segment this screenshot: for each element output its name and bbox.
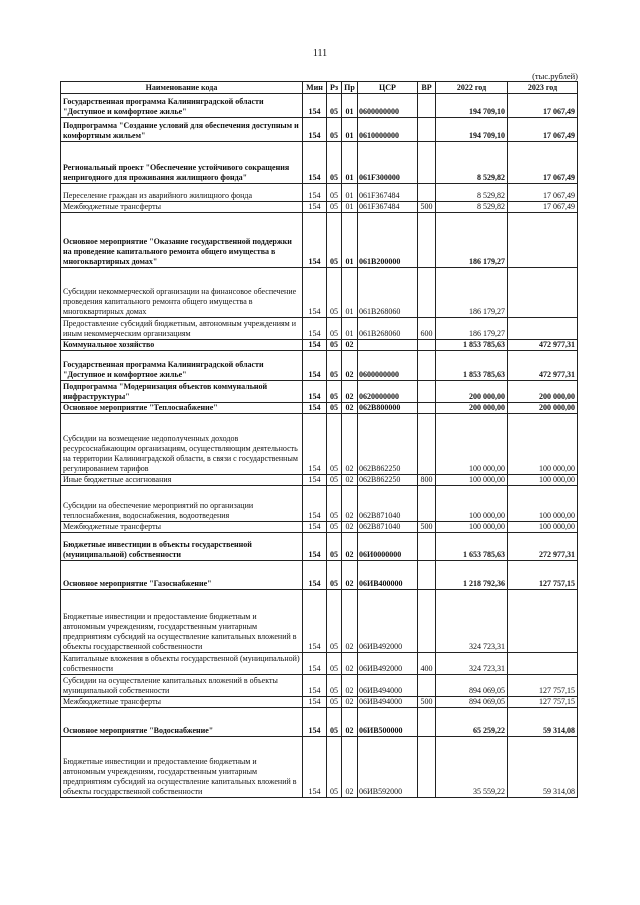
table-row xyxy=(61,708,578,737)
row-csr: 06ИВ500000 xyxy=(358,708,418,737)
row-pr: 01 xyxy=(342,94,358,118)
table-row xyxy=(61,414,578,475)
row-vr xyxy=(418,675,436,697)
row-2023: 17 067,49 xyxy=(508,202,578,213)
row-min: 154 xyxy=(303,590,327,653)
row-pr: 02 xyxy=(342,486,358,522)
row-rz: 05 xyxy=(327,653,342,675)
row-vr xyxy=(418,94,436,118)
row-min: 154 xyxy=(303,318,327,340)
row-vr: 500 xyxy=(418,202,436,213)
row-vr: 400 xyxy=(418,653,436,675)
row-2022: 8 529,82 xyxy=(436,142,508,184)
row-2023: 100 000,00 xyxy=(508,414,578,475)
row-rz: 05 xyxy=(327,340,342,351)
row-name: Субсидии на возмещение недополученных доходов ресурсоснабжающим организациям, осуществляющим деятельность на территории Калининградской области, в связи с государственным регулированием тарифов xyxy=(61,414,303,475)
row-csr: 06ИВ400000 xyxy=(358,561,418,590)
row-vr: 800 xyxy=(418,475,436,486)
header-vr: ВР xyxy=(418,82,436,94)
row-csr: 06ИВ492000 xyxy=(358,653,418,675)
row-min: 154 xyxy=(303,708,327,737)
row-csr xyxy=(358,340,418,351)
table-row xyxy=(61,697,578,708)
row-2023: 200 000,00 xyxy=(508,403,578,414)
row-min: 154 xyxy=(303,486,327,522)
row-pr: 02 xyxy=(342,697,358,708)
row-name: Основное мероприятие "Газоснабжение" xyxy=(61,561,303,590)
row-2022: 1 853 785,63 xyxy=(436,340,508,351)
table-row xyxy=(61,590,578,653)
row-csr: 062В862250 xyxy=(358,414,418,475)
row-name: Субсидии некоммерческой организации на финансовое обеспечение проведения капитального ремонта общего имущества в многоквартирных домах xyxy=(61,268,303,318)
row-vr xyxy=(418,340,436,351)
table-row xyxy=(61,213,578,268)
row-2022: 1 218 792,36 xyxy=(436,561,508,590)
row-min: 154 xyxy=(303,184,327,202)
row-name: Капитальные вложения в объекты государственной (муниципальной) собственности xyxy=(61,653,303,675)
row-csr: 06ИВ492000 xyxy=(358,590,418,653)
row-min: 154 xyxy=(303,475,327,486)
row-2022: 894 069,05 xyxy=(436,675,508,697)
table-row xyxy=(61,118,578,142)
row-min: 154 xyxy=(303,522,327,533)
budget-table xyxy=(60,81,578,798)
row-pr: 02 xyxy=(342,414,358,475)
header-rz: Рз xyxy=(327,82,342,94)
row-pr: 02 xyxy=(342,403,358,414)
header-2022: 2022 год xyxy=(436,82,508,94)
row-2023: 200 000,00 xyxy=(508,381,578,403)
row-csr: 062В800000 xyxy=(358,403,418,414)
table-row xyxy=(61,653,578,675)
row-vr xyxy=(418,708,436,737)
table-row xyxy=(61,202,578,213)
table-row xyxy=(61,561,578,590)
row-pr: 02 xyxy=(342,522,358,533)
row-csr: 06ИВ494000 xyxy=(358,675,418,697)
row-rz: 05 xyxy=(327,184,342,202)
row-name: Бюджетные инвестиции и предоставление бюджетным и автономным учреждениям, государственным унитарным предприятиям субсидий на осуществление капитальных вложений в объекты государственной собственности xyxy=(61,590,303,653)
row-2023 xyxy=(508,318,578,340)
row-2023: 100 000,00 xyxy=(508,486,578,522)
row-2023 xyxy=(508,590,578,653)
table-row xyxy=(61,522,578,533)
row-pr: 02 xyxy=(342,590,358,653)
row-name: Основное мероприятие "Водоснабжение" xyxy=(61,708,303,737)
row-name: Иные бюджетные ассигнования xyxy=(61,475,303,486)
row-vr xyxy=(418,414,436,475)
row-2022: 1 853 785,63 xyxy=(436,351,508,381)
row-name: Бюджетные инвестиции и предоставление бюджетным и автономным учреждениям, государственным унитарным предприятиям субсидий на осуществление капитальных вложений в объекты государственной собственности xyxy=(61,737,303,798)
row-pr: 02 xyxy=(342,675,358,697)
row-rz: 05 xyxy=(327,486,342,522)
row-name: Субсидии на обеспечение мероприятий по организации теплоснабжения, водоснабжения, водоотведения xyxy=(61,486,303,522)
row-vr xyxy=(418,142,436,184)
row-vr xyxy=(418,533,436,561)
row-csr: 061В200000 xyxy=(358,213,418,268)
row-pr: 02 xyxy=(342,737,358,798)
row-vr: 500 xyxy=(418,697,436,708)
row-rz: 05 xyxy=(327,94,342,118)
table-row xyxy=(61,318,578,340)
row-2022: 65 259,22 xyxy=(436,708,508,737)
row-name: Субсидии на осуществление капитальных вложений в объекты муниципальной собственности xyxy=(61,675,303,697)
row-2023: 472 977,31 xyxy=(508,340,578,351)
row-min: 154 xyxy=(303,737,327,798)
row-pr: 02 xyxy=(342,351,358,381)
row-name: Предоставление субсидий бюджетным, автономным учреждениям и иным некоммерческим организациям xyxy=(61,318,303,340)
row-rz: 05 xyxy=(327,697,342,708)
row-csr: 062В871040 xyxy=(358,486,418,522)
row-csr: 0610000000 xyxy=(358,118,418,142)
row-rz: 05 xyxy=(327,213,342,268)
row-2022: 100 000,00 xyxy=(436,414,508,475)
table-row xyxy=(61,142,578,184)
row-2022: 200 000,00 xyxy=(436,381,508,403)
header-min: Мин xyxy=(303,82,327,94)
row-name: Бюджетные инвестиции в объекты государственной (муниципальной) собственности xyxy=(61,533,303,561)
row-min: 154 xyxy=(303,533,327,561)
row-csr: 0600000000 xyxy=(358,351,418,381)
row-2022: 194 709,10 xyxy=(436,94,508,118)
row-pr: 02 xyxy=(342,653,358,675)
row-min: 154 xyxy=(303,653,327,675)
row-pr: 01 xyxy=(342,202,358,213)
row-csr: 06ИВ494000 xyxy=(358,697,418,708)
row-pr: 02 xyxy=(342,533,358,561)
row-2022: 186 179,27 xyxy=(436,213,508,268)
row-min: 154 xyxy=(303,381,327,403)
row-rz: 05 xyxy=(327,381,342,403)
row-name: Государственная программа Калининградской области "Доступное и комфортное жилье" xyxy=(61,351,303,381)
row-rz: 05 xyxy=(327,268,342,318)
table-row xyxy=(61,675,578,697)
table-row xyxy=(61,184,578,202)
row-min: 154 xyxy=(303,697,327,708)
row-2023: 59 314,08 xyxy=(508,708,578,737)
row-rz: 05 xyxy=(327,590,342,653)
row-2022: 8 529,82 xyxy=(436,184,508,202)
row-csr: 061F367484 xyxy=(358,202,418,213)
row-csr: 06ИВ592000 xyxy=(358,737,418,798)
row-2023 xyxy=(508,268,578,318)
row-rz: 05 xyxy=(327,533,342,561)
table-row xyxy=(61,340,578,351)
row-2022: 324 723,31 xyxy=(436,653,508,675)
row-vr xyxy=(418,561,436,590)
row-csr: 061В268060 xyxy=(358,268,418,318)
row-min: 154 xyxy=(303,414,327,475)
row-name: Межбюджетные трансферты xyxy=(61,522,303,533)
row-name: Межбюджетные трансферты xyxy=(61,697,303,708)
row-pr: 02 xyxy=(342,340,358,351)
row-vr: 600 xyxy=(418,318,436,340)
table-header-row xyxy=(61,82,578,94)
row-2023: 17 067,49 xyxy=(508,118,578,142)
row-rz: 05 xyxy=(327,318,342,340)
row-name: Региональный проект "Обеспечение устойчивого сокращения непригодного для проживания жилищного фонда" xyxy=(61,142,303,184)
row-2022: 200 000,00 xyxy=(436,403,508,414)
row-2023 xyxy=(508,213,578,268)
row-csr: 061F300000 xyxy=(358,142,418,184)
row-name: Переселение граждан из аварийного жилищного фонда xyxy=(61,184,303,202)
header-name: Наименование кода xyxy=(61,82,303,94)
row-vr xyxy=(418,590,436,653)
row-vr xyxy=(418,184,436,202)
table-body xyxy=(61,94,578,798)
row-vr xyxy=(418,403,436,414)
units-note: (тыс.рублей) xyxy=(532,71,578,81)
row-2022: 35 559,22 xyxy=(436,737,508,798)
row-csr: 0620000000 xyxy=(358,381,418,403)
row-vr xyxy=(418,118,436,142)
row-vr xyxy=(418,268,436,318)
row-2023: 59 314,08 xyxy=(508,737,578,798)
row-2023: 272 977,31 xyxy=(508,533,578,561)
row-2022: 324 723,31 xyxy=(436,590,508,653)
row-pr: 01 xyxy=(342,142,358,184)
row-rz: 05 xyxy=(327,202,342,213)
row-2022: 100 000,00 xyxy=(436,486,508,522)
row-vr xyxy=(418,737,436,798)
row-name: Основное мероприятие "Оказание государственной поддержки на проведение капитального ремонта общего имущества в многоквартирных домах" xyxy=(61,213,303,268)
row-name: Подпрограмма "Модернизация объектов коммунальной инфраструктуры" xyxy=(61,381,303,403)
row-pr: 02 xyxy=(342,561,358,590)
row-pr: 02 xyxy=(342,708,358,737)
page-number: 111 xyxy=(312,48,328,59)
row-vr: 500 xyxy=(418,522,436,533)
row-name: Межбюджетные трансферты xyxy=(61,202,303,213)
table-row xyxy=(61,268,578,318)
row-min: 154 xyxy=(303,675,327,697)
row-pr: 01 xyxy=(342,184,358,202)
header-csr: ЦСР xyxy=(358,82,418,94)
table-row xyxy=(61,403,578,414)
row-csr: 061В268060 xyxy=(358,318,418,340)
row-rz: 05 xyxy=(327,351,342,381)
row-vr xyxy=(418,213,436,268)
row-rz: 05 xyxy=(327,142,342,184)
row-2023: 472 977,31 xyxy=(508,351,578,381)
row-pr: 02 xyxy=(342,381,358,403)
row-rz: 05 xyxy=(327,561,342,590)
row-2023: 100 000,00 xyxy=(508,522,578,533)
row-min: 154 xyxy=(303,142,327,184)
row-2022: 100 000,00 xyxy=(436,475,508,486)
row-min: 154 xyxy=(303,213,327,268)
row-rz: 05 xyxy=(327,708,342,737)
row-pr: 02 xyxy=(342,475,358,486)
row-2023: 127 757,15 xyxy=(508,697,578,708)
row-vr xyxy=(418,486,436,522)
header-pr: Пр xyxy=(342,82,358,94)
row-2022: 1 653 785,63 xyxy=(436,533,508,561)
row-csr: 0600000000 xyxy=(358,94,418,118)
row-name: Подпрограмма "Создание условий для обеспечения доступным и комфортным жильем" xyxy=(61,118,303,142)
row-name: Государственная программа Калининградской области "Доступное и комфортное жилье" xyxy=(61,94,303,118)
header-2023: 2023 год xyxy=(508,82,578,94)
table-row xyxy=(61,486,578,522)
row-pr: 01 xyxy=(342,318,358,340)
row-vr xyxy=(418,381,436,403)
row-2022: 894 069,05 xyxy=(436,697,508,708)
row-pr: 01 xyxy=(342,213,358,268)
row-min: 154 xyxy=(303,561,327,590)
row-2023: 17 067,49 xyxy=(508,184,578,202)
row-rz: 05 xyxy=(327,737,342,798)
row-rz: 05 xyxy=(327,403,342,414)
row-csr: 061F367484 xyxy=(358,184,418,202)
row-vr xyxy=(418,351,436,381)
row-rz: 05 xyxy=(327,522,342,533)
row-2023: 127 757,15 xyxy=(508,675,578,697)
row-csr: 062В871040 xyxy=(358,522,418,533)
table-row xyxy=(61,351,578,381)
row-rz: 05 xyxy=(327,475,342,486)
row-name: Коммунальное хозяйство xyxy=(61,340,303,351)
row-csr: 062В862250 xyxy=(358,475,418,486)
row-rz: 05 xyxy=(327,118,342,142)
row-csr: 06И0000000 xyxy=(358,533,418,561)
table-row xyxy=(61,381,578,403)
table-row xyxy=(61,737,578,798)
row-min: 154 xyxy=(303,202,327,213)
row-2022: 194 709,10 xyxy=(436,118,508,142)
row-2022: 8 529,82 xyxy=(436,202,508,213)
row-name: Основное мероприятие "Теплоснабжение" xyxy=(61,403,303,414)
row-2023: 17 067,49 xyxy=(508,142,578,184)
row-2023 xyxy=(508,653,578,675)
row-2023: 127 757,15 xyxy=(508,561,578,590)
row-min: 154 xyxy=(303,118,327,142)
row-pr: 01 xyxy=(342,118,358,142)
row-2022: 186 179,27 xyxy=(436,268,508,318)
row-min: 154 xyxy=(303,268,327,318)
table-row xyxy=(61,533,578,561)
row-min: 154 xyxy=(303,94,327,118)
row-2022: 100 000,00 xyxy=(436,522,508,533)
row-2022: 186 179,27 xyxy=(436,318,508,340)
row-2023: 17 067,49 xyxy=(508,94,578,118)
row-min: 154 xyxy=(303,403,327,414)
row-pr: 01 xyxy=(342,268,358,318)
row-rz: 05 xyxy=(327,675,342,697)
table-row xyxy=(61,94,578,118)
row-min: 154 xyxy=(303,351,327,381)
table-row xyxy=(61,475,578,486)
row-2023: 100 000,00 xyxy=(508,475,578,486)
row-rz: 05 xyxy=(327,414,342,475)
row-min: 154 xyxy=(303,340,327,351)
